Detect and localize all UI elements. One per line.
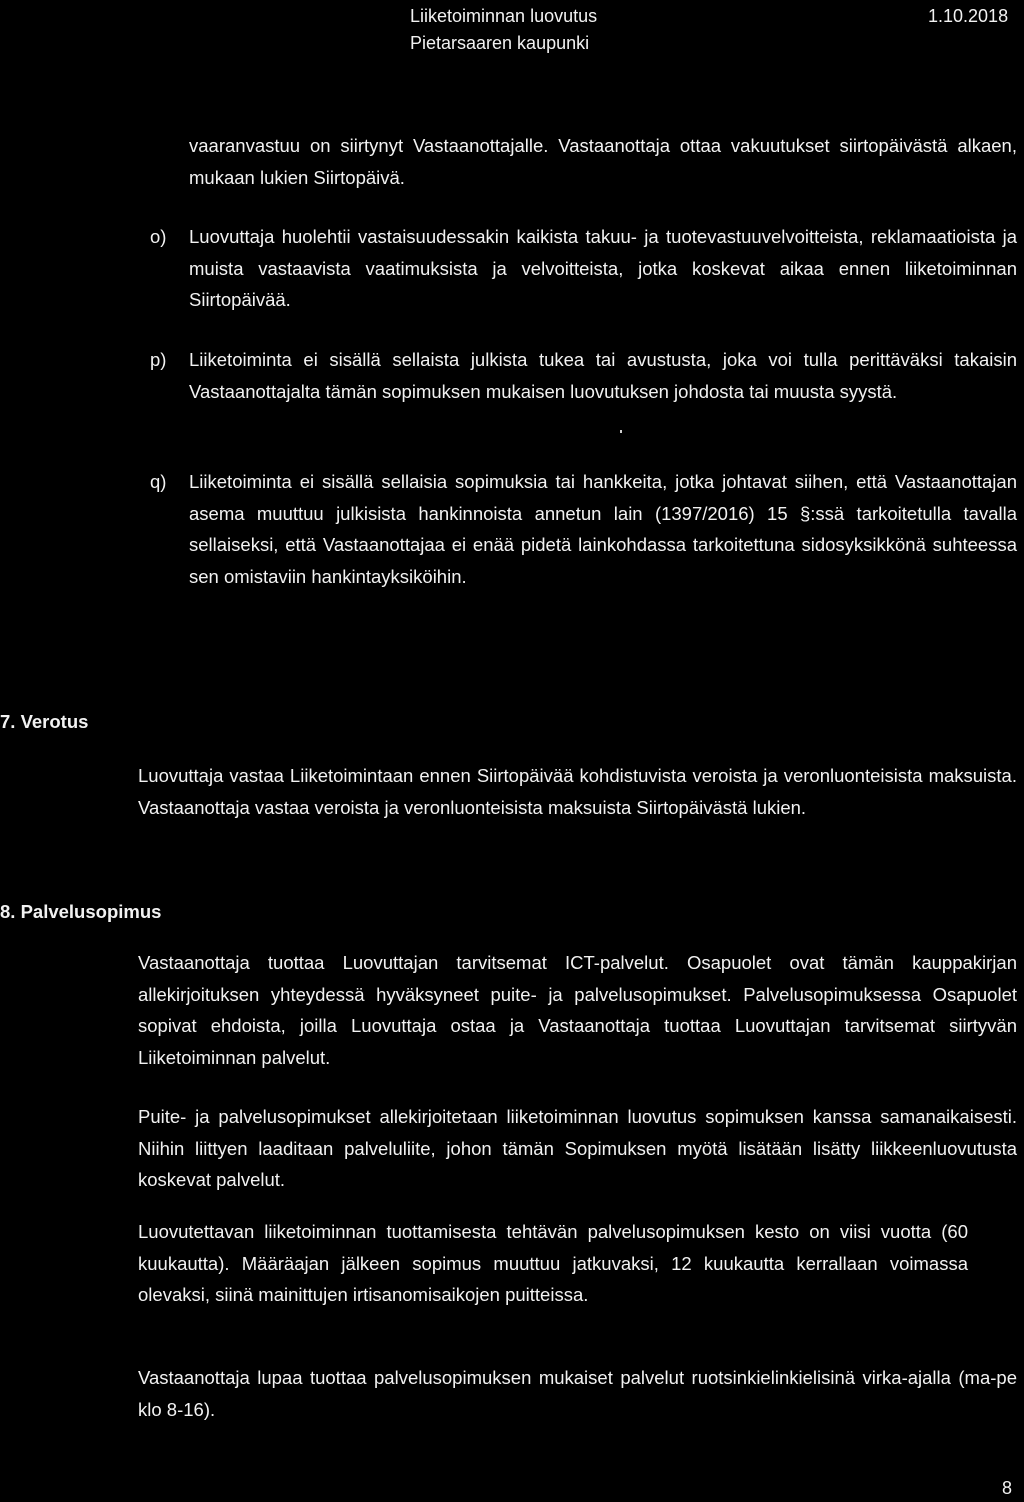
section-8-paragraph-4: Vastaanottaja lupaa tuottaa palvelusopimuksen mukaiset palvelut ruotsinkielinkielisinä virka-ajalla (ma-pe klo 8-16). (138, 1367, 1017, 1420)
section-8-paragraph-1: Vastaanottaja tuottaa Luovuttajan tarvitsemat ICT-palvelut. Osapuolet ovat tämän kauppakirjan allekirjoituksen yhteydessä hyväksyneet puite- ja palvelusopimukset. Palvelusopimuksessa Osapuolet sopivat ehdoista, joilla Luovuttaja ostaa ja Vastaanottaja tuottaa Luovuttajan tarvitsemat siirtyvän Liiketoiminnan palvelut. (138, 952, 1017, 1068)
document-subtitle: Pietarsaaren kaupunki (410, 33, 590, 53)
item-o-text: Luovuttaja huolehtii vastaisuudessakin kaikista takuu- ja tuotevastuuvelvoitteista, reklamaatioista ja muista vastaavista vaatimuksista ja velvoitteista, jotka koskevat aikaa ennen liiketoiminnan Siirtopäivää. (189, 226, 1017, 310)
section-7-heading: 7. Verotus (0, 711, 89, 732)
section-7-paragraph: Luovuttaja vastaa Liiketoimintaan ennen Siirtopäivää kohdistuvista veroista ja veronluonteisista maksuista. Vastaanottaja vastaa veroista ja veronluonteisista maksuista Siirtopäivästä lukien. (138, 765, 1017, 818)
document-title: Liiketoiminnan luovutus (410, 6, 598, 26)
scan-artifact-dot (620, 430, 622, 433)
section-8-heading: 8. Palvelusopimus (0, 901, 162, 922)
item-p-letter: p) (150, 349, 167, 370)
document-date: 1.10.2018 (928, 6, 1009, 26)
item-o-letter: o) (150, 226, 167, 247)
section-8-paragraph-3: Luovutettavan liiketoiminnan tuottamisesta tehtävän palvelusopimuksen kesto on viisi vuotta (60 kuukautta). Määräajan jälkeen sopimus muuttuu jatkuvaksi, 12 kuukautta kerrallaan voimassa olevaksi, siinä mainittujen irtisanomisaikojen puitteissa. (138, 1221, 968, 1305)
section-8-paragraph-2: Puite- ja palvelusopimukset allekirjoitetaan liiketoiminnan luovutus sopimuksen kanssa samanaikaisesti. Niihin liittyen laaditaan palveluliite, johon tämän Sopimuksen myötä lisätään lisätty liikkeenluovutusta koskevat palvelut. (138, 1106, 1017, 1190)
item-q-text: Liiketoiminta ei sisällä sellaisia sopimuksia tai hankkeita, jotka johtavat siihen, että Vastaanottajan asema muuttuu julkisista hankinnoista annetun lain (1397/2016) 15 §:ssä tarkoitetulla tavalla sellaiseksi, että Vastaanottajaa ei enää pidetä lainkohdassa tarkoitettuna sidosyksikkönä suhteessa sen omistaviin hankintayksiköihin. (189, 471, 1017, 587)
item-q-letter: q) (150, 471, 167, 492)
intro-paragraph: vaaranvastuu on siirtynyt Vastaanottajalle. Vastaanottaja ottaa vakuutukset siirtopäivästä alkaen, mukaan lukien Siirtopäivä. (189, 135, 1017, 188)
page-number: 8 (1002, 1478, 1013, 1498)
item-p-text: Liiketoiminta ei sisällä sellaista julkista tukea tai avustusta, joka voi tulla perittäväksi takaisin Vastaanottajalta tämän sopimuksen mukaisen luovutuksen johdosta tai muusta syystä. (189, 349, 1017, 402)
